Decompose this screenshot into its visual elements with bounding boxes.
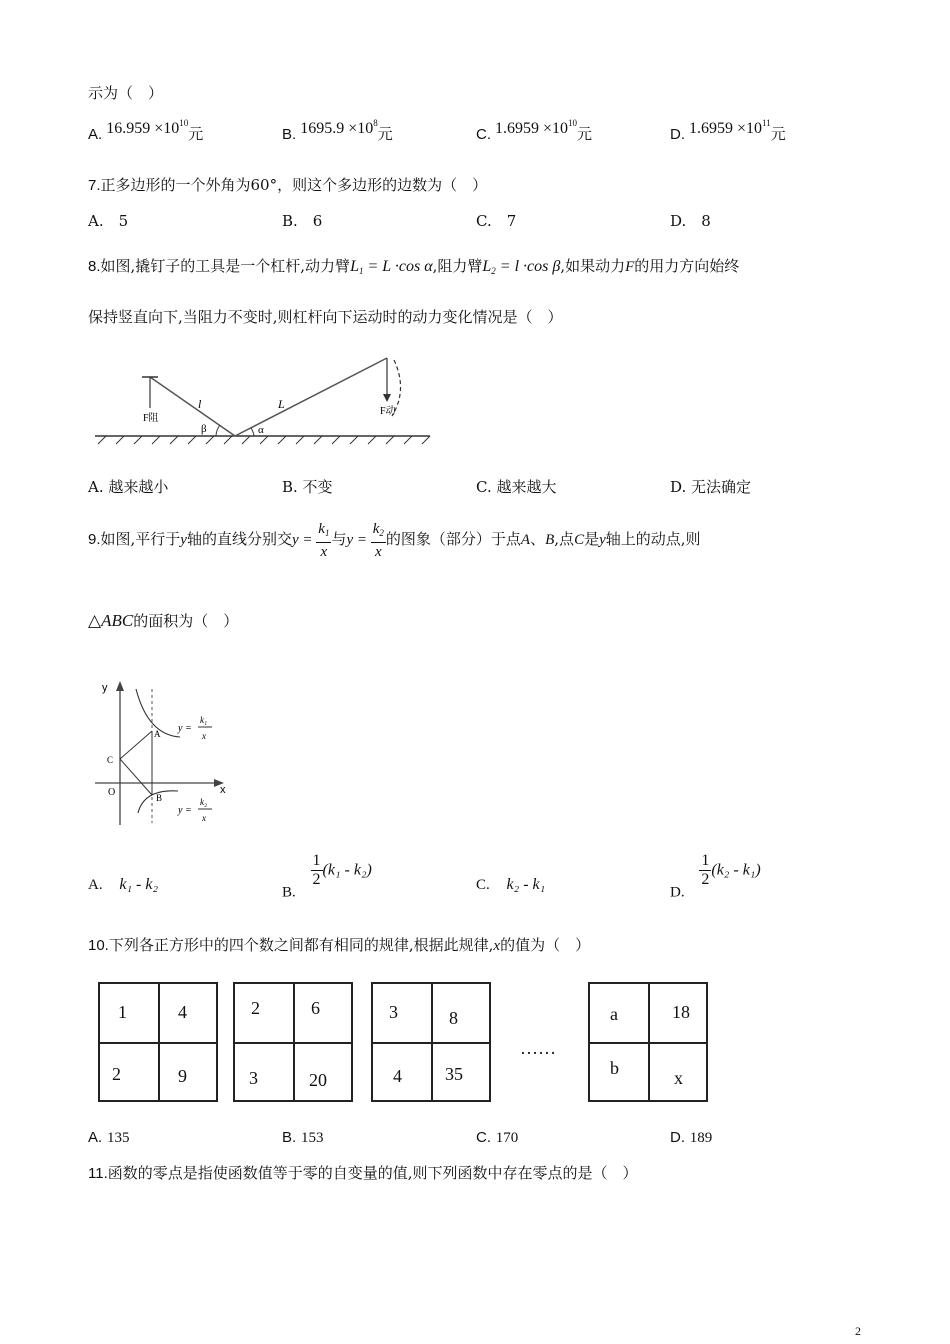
- cell-bottom-left: 3: [249, 1068, 258, 1088]
- axis-x-label: x: [220, 784, 226, 796]
- point-b-label: B: [156, 793, 163, 803]
- q6-option-unit: 元: [377, 125, 393, 143]
- q10-option-c[interactable]: [476, 1128, 518, 1147]
- q9-option-b-expr: (k₁ - k₂): [322, 861, 372, 879]
- q9-text-h: 轴上的动点,则: [605, 530, 701, 548]
- q9-text-e: 、: [530, 530, 546, 548]
- cell-top-left: 2: [251, 998, 260, 1018]
- point-a-label: A: [154, 729, 161, 739]
- q8-text-b: ,阻力臂: [432, 257, 483, 275]
- q9-formula-1: y = $\frac{k_1}{x}$: [291, 521, 330, 561]
- q7-option-a[interactable]: A. 5: [88, 212, 129, 230]
- q8-option-d[interactable]: D. 无法确定: [670, 478, 752, 496]
- q8-formula-l1: $L_1 = L \cdot\cos$ α: [350, 258, 433, 276]
- q9-line2-text: 的面积为（ ）: [133, 612, 239, 630]
- q8-option-b[interactable]: B. 不变: [282, 478, 333, 496]
- cell-bottom-left: b: [610, 1058, 619, 1078]
- q6-option-label: D.: [670, 126, 685, 143]
- q6-option-c[interactable]: [476, 118, 592, 144]
- svg-text:y =: y =: [178, 723, 192, 734]
- q10-option-a-value: 135: [106, 1130, 130, 1146]
- q6-option-value: $1695.9 \times 10^8$: [300, 118, 378, 137]
- q7-option-c[interactable]: C. 7: [476, 212, 517, 230]
- q9-text-d: 的图象（部分）于点: [385, 530, 521, 548]
- label-L: L: [278, 397, 285, 411]
- q9-graph: [90, 675, 240, 830]
- q10-text-b: 的值为（ ）: [500, 936, 591, 954]
- q11-text: 函数的零点是指使函数值等于零的自变量的值,则下列函数中存在零点的是（ ）: [107, 1164, 638, 1182]
- q10-option-c-label: C.: [476, 1129, 491, 1146]
- q9-text-c: 与: [331, 530, 347, 548]
- q9-option-c[interactable]: [476, 875, 545, 894]
- q11-number: 11.: [88, 1165, 108, 1182]
- q8-lever-diagram: [90, 350, 435, 445]
- cell-bottom-right: x: [674, 1068, 683, 1088]
- cell-top-left: a: [610, 1004, 618, 1024]
- q9-option-d[interactable]: [670, 852, 761, 902]
- short-arm: [150, 377, 235, 436]
- q9-var-y2: y: [599, 532, 606, 548]
- q6-option-unit: 元: [188, 125, 204, 143]
- q10-option-a[interactable]: [88, 1128, 129, 1147]
- q6-option-b[interactable]: [282, 118, 393, 144]
- cell-bottom-right: 20: [309, 1070, 327, 1090]
- q6-option-exponent: 8: [373, 118, 378, 128]
- cell-top-right: 8: [449, 1008, 458, 1028]
- q9-text-a: 如图,平行于: [100, 530, 181, 548]
- q7-option-b[interactable]: B. 6: [282, 212, 323, 230]
- q6-option-exponent: 11: [762, 118, 771, 128]
- q9-question-line2: [88, 610, 238, 631]
- q6-option-label: C.: [476, 126, 491, 143]
- svg-text:y =: y =: [178, 805, 192, 816]
- q6-option-value: $1.6959 \times 10^{11}$: [689, 118, 771, 137]
- svg-text:x: x: [202, 813, 206, 823]
- svg-text:x: x: [202, 731, 206, 741]
- label-f-left: F阻: [143, 413, 159, 424]
- q9-option-d-half: $\frac{1}{2}$: [701, 852, 710, 888]
- cell-bottom-right: 35: [445, 1064, 463, 1084]
- q8-text-d: 的用力方向始终: [634, 257, 740, 275]
- cell-bottom-left: 4: [393, 1066, 402, 1086]
- page-number: 2: [855, 1324, 861, 1338]
- q9-option-b[interactable]: [282, 852, 372, 902]
- q10-text: 下列各正方形中的四个数之间都有相同的规律,根据此规律,: [108, 936, 494, 954]
- cell-top-right: 18: [672, 1002, 690, 1022]
- q6-option-d[interactable]: [670, 118, 786, 144]
- q10-option-b-value: 153: [300, 1130, 324, 1146]
- q9-option-b-half: $\frac{1}{2}$: [312, 852, 321, 888]
- point-c-label: C: [107, 755, 114, 765]
- q6-option-unit: 元: [577, 125, 593, 143]
- q9-var-c: C: [574, 532, 585, 548]
- q6-option-label: B.: [282, 126, 297, 143]
- q10-option-a-label: A.: [88, 1129, 103, 1146]
- label-alpha: α: [258, 424, 264, 436]
- q11-question: [88, 1162, 638, 1183]
- q7-question: [88, 174, 487, 195]
- q10-option-d-label: D.: [670, 1129, 685, 1146]
- label-l: l: [198, 397, 202, 411]
- q9-option-a[interactable]: [88, 875, 158, 894]
- number-square-1: [98, 982, 218, 1102]
- q9-var-y: y: [180, 532, 187, 548]
- q8-question: [88, 255, 739, 276]
- ground-hatching: [98, 436, 430, 444]
- q10-var-x: x: [493, 938, 501, 954]
- q9-option-a-label: A.: [88, 877, 103, 893]
- number-square-4: [588, 982, 708, 1102]
- label-f-right: F动: [380, 406, 396, 417]
- q10-option-d[interactable]: [670, 1128, 712, 1147]
- q9-var-b: B: [545, 532, 555, 548]
- q6-option-a[interactable]: [88, 118, 203, 144]
- q6-option-unit: 元: [770, 125, 786, 143]
- q9-option-b-label: B.: [282, 884, 296, 901]
- q9-question: [88, 510, 701, 569]
- q9-var-a: A: [520, 532, 531, 548]
- q10-option-c-value: 170: [495, 1130, 519, 1146]
- q9-option-d-label: D.: [670, 884, 685, 901]
- q9-option-c-label: C.: [476, 877, 490, 893]
- origin-label: O: [108, 787, 116, 798]
- q9-text-b: 轴的直线分别交: [186, 530, 292, 548]
- q8-var-f: F: [625, 259, 635, 275]
- q9-text-f: ,点: [554, 530, 575, 548]
- q6-option-value: $16.959 \times 10^{10}$: [106, 118, 189, 137]
- q9-formula-2: y = $\frac{k_2}{x}$: [346, 521, 384, 561]
- q10-option-b[interactable]: [282, 1128, 323, 1147]
- number-square-3: [371, 982, 491, 1102]
- q8-option-a[interactable]: A. 越来越小: [88, 478, 169, 496]
- number-square-2: [233, 982, 353, 1102]
- cell-bottom-right: 9: [178, 1066, 187, 1086]
- svg-text:k₂: k₂: [200, 797, 208, 807]
- q8-text-a: 如图,撬钉子的工具是一个杠杆,动力臂: [100, 257, 351, 275]
- q6-option-label: A.: [88, 126, 103, 143]
- q10-question: [88, 934, 590, 955]
- q6-option-exponent: 10: [568, 118, 578, 128]
- cell-top-left: 3: [389, 1002, 398, 1022]
- q7-option-d[interactable]: D. 8: [670, 212, 711, 230]
- ellipsis-dots: ……: [520, 1038, 556, 1058]
- q9-option-c-expr: k₂ - k₁: [506, 876, 546, 893]
- cell-top-right: 4: [178, 1002, 187, 1022]
- q6-option-value: $1.6959 \times 10^{10}$: [495, 118, 578, 137]
- q9-text-g: 是: [584, 530, 600, 548]
- q6-question-tail: 示为（ ）: [88, 84, 164, 102]
- q10-option-b-label: B.: [282, 1129, 297, 1146]
- cell-top-right: 6: [311, 998, 320, 1018]
- q8-formula-l2: $L_2 = l \cdot\cos$ β: [482, 258, 561, 276]
- q7-number: 7.: [88, 177, 101, 194]
- svg-text:k₁: k₁: [200, 715, 208, 725]
- q10-option-d-value: 189: [689, 1130, 713, 1146]
- q10-number: 10.: [88, 937, 109, 954]
- axis-y-label: y: [102, 682, 108, 694]
- q8-text-c: ,如果动力: [560, 257, 626, 275]
- q9-triangle-abc: △ABC: [88, 611, 134, 630]
- q8-number: 8.: [88, 258, 101, 275]
- label-beta: β: [201, 423, 207, 435]
- q7-text: 正多边形的一个外角为60°，则这个多边形的边数为（ ）: [100, 176, 488, 194]
- q9-option-a-expr: k₁ - k₂: [119, 876, 159, 893]
- cell-bottom-left: 2: [112, 1064, 121, 1084]
- q8-option-c[interactable]: C. 越来越大: [476, 478, 557, 496]
- q8-question-line2: 保持竖直向下,当阻力不变时,则杠杆向下运动时的动力变化情况是（ ）: [88, 308, 563, 326]
- q6-option-exponent: 10: [179, 118, 189, 128]
- q9-number: 9.: [88, 531, 101, 548]
- q9-option-d-expr: (k₂ - k₁): [711, 861, 761, 879]
- cell-top-left: 1: [118, 1002, 127, 1022]
